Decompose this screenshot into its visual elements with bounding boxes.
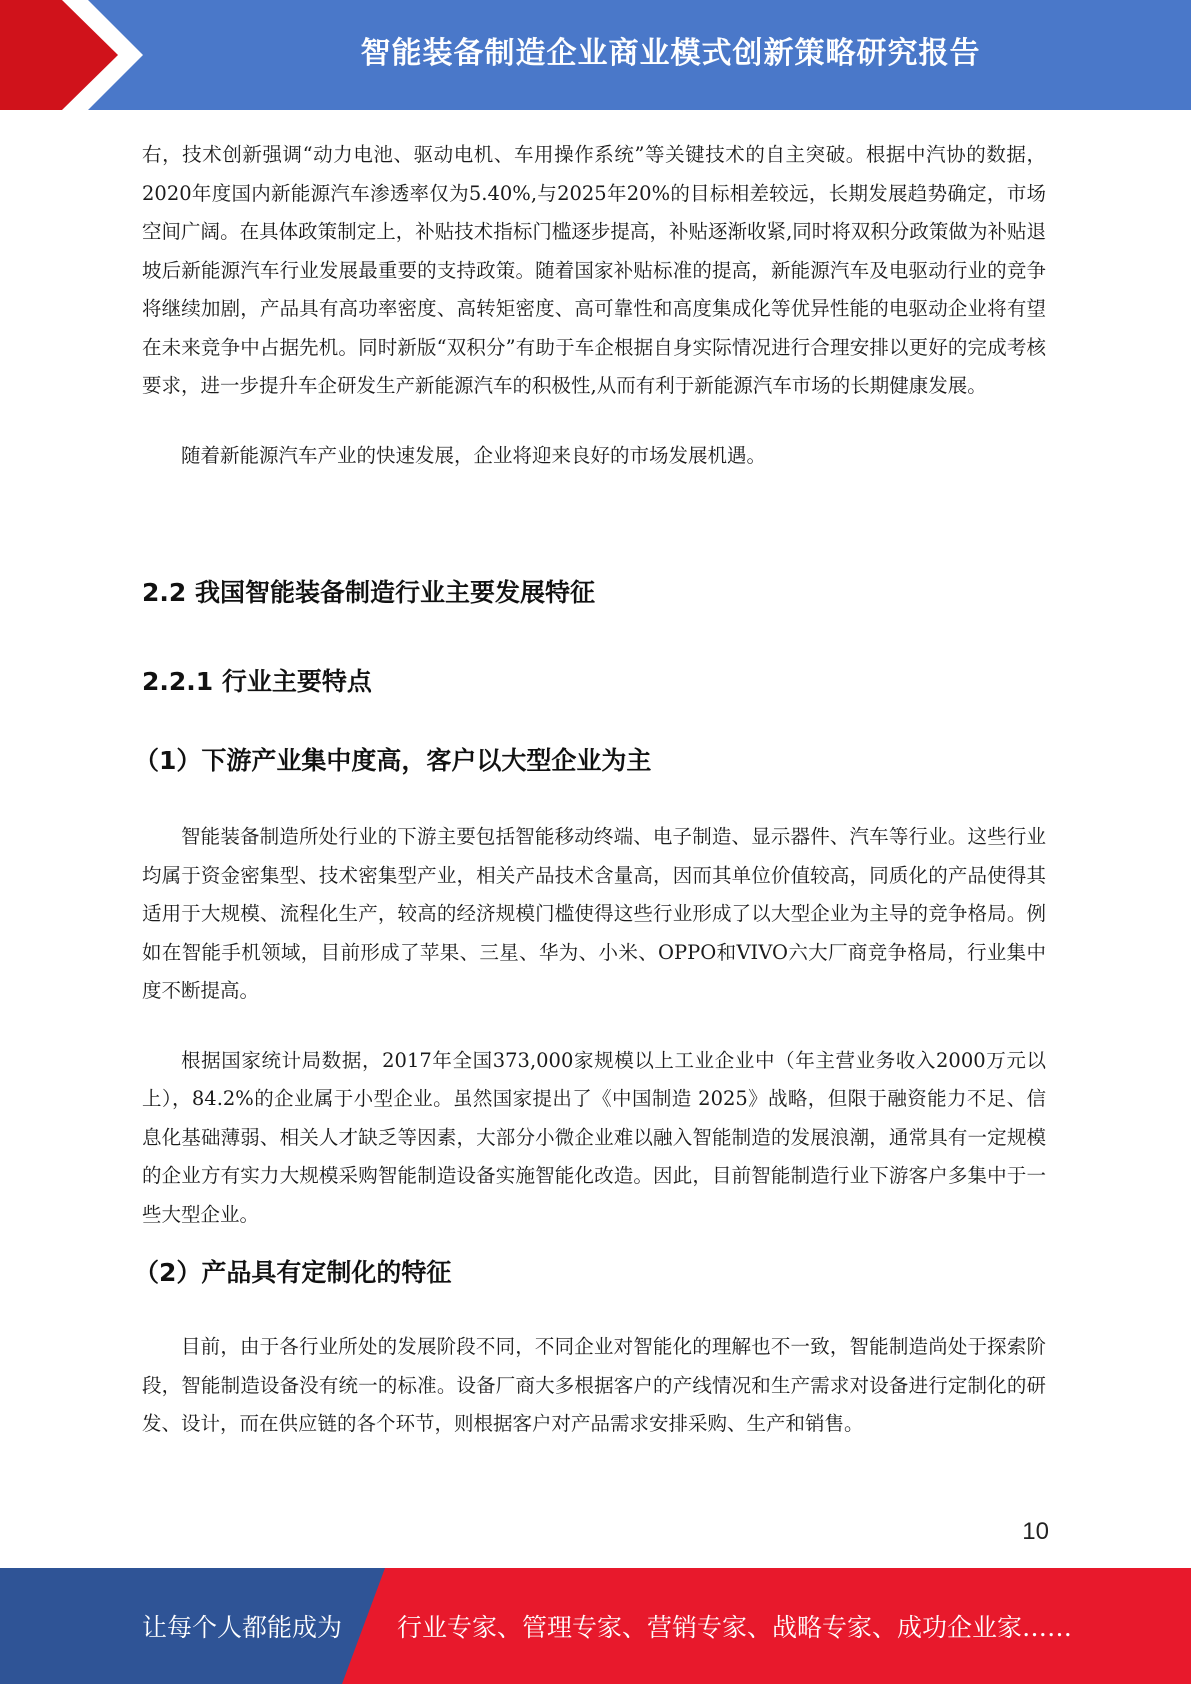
- page-footer: [0, 1568, 1191, 1684]
- paragraph: 根据国家统计局数据，2017年全国373,000家规模以上工业企业中（年主营业务收入2000万元以上），84.2%的企业属于小型企业。虽然国家提出了《中国制造 2025》战略，但限于融资能力不足、信息化基础薄弱、相关人才缺乏等因素，大部分小微企业难以融入智能制造的发展浪潮，通常具有一定规模的企业方有实力大规模采购智能制造设备实施智能化改造。因此，目前智能制造行业下游客户多集中于一些大型企业。: [142, 1048, 1046, 1226]
- point-heading-2: （2）产品具有定制化的特征: [134, 1258, 452, 1287]
- page-number: 10: [1022, 1518, 1049, 1545]
- header-arrow-graphic: [0, 0, 160, 110]
- paragraph: 随着新能源汽车产业的快速发展，企业将迎来良好的市场发展机遇。: [181, 443, 767, 467]
- paragraph-continued: 右，技术创新强调“动力电池、驱动电机、车用操作系统”等关键技术的自主突破。根据中汽协的数据，2020年度国内新能源汽车渗透率仅为5.40%,与2025年20%的目标相差较远，长期发展趋势确定，市场空间广阔。在具体政策制定上，补贴技术指标门槛逐步提高，补贴逐渐收紧,同时将双积分政策做为补贴退坡后新能源汽车行业发展最重要的支持政策。随着国家补贴标准的提高，新能源汽车及电驱动行业的竞争将继续加剧，产品具有高功率密度、高转矩密度、高可靠性和高度集成化等优异性能的电驱动企业将有望在未来竞争中占据先机。同时新版“双积分”有助于车企根据自身实际情况进行合理安排以更好的完成考核要求，进一步提升车企研发生产新能源汽车的积极性,从而有利于新能源汽车市场的长期健康发展。: [142, 143, 1046, 397]
- footer-slogan-left: 让每个人都能成为: [142, 1613, 343, 1642]
- page-content: [134, 136, 1046, 1444]
- page-header: [0, 0, 1191, 110]
- report-title: 智能装备制造企业商业模式创新策略研究报告: [360, 36, 981, 71]
- subsection-heading: 2.2.1 行业主要特点: [142, 667, 372, 696]
- footer-slogan-right: 行业专家、管理专家、营销专家、战略专家、成功企业家……: [397, 1613, 1073, 1642]
- paragraph: 目前，由于各行业所处的发展阶段不同，不同企业对智能化的理解也不一致，智能制造尚处于探索阶段，智能制造设备没有统一的标准。设备厂商大多根据客户的产线情况和生产需求对设备进行定制化的研发、设计，而在供应链的各个环节，则根据客户对产品需求安排采购、生产和销售。: [142, 1335, 1046, 1435]
- paragraph: 智能装备制造所处行业的下游主要包括智能移动终端、电子制造、显示器件、汽车等行业。这些行业均属于资金密集型、技术密集型产业，相关产品技术含量高，因而其单位价值较高，同质化的产品使得其适用于大规模、流程化生产，较高的经济规模门槛使得这些行业形成了以大型企业为主导的竞争格局。例如在智能手机领域，目前形成了苹果、三星、华为、小米、OPPO和VIVO六大厂商竞争格局，行业集中度不断提高。: [142, 825, 1046, 1002]
- point-heading-1: （1）下游产业集中度高，客户以大型企业为主: [134, 746, 652, 775]
- section-heading: 2.2 我国智能装备制造行业主要发展特征: [142, 578, 595, 607]
